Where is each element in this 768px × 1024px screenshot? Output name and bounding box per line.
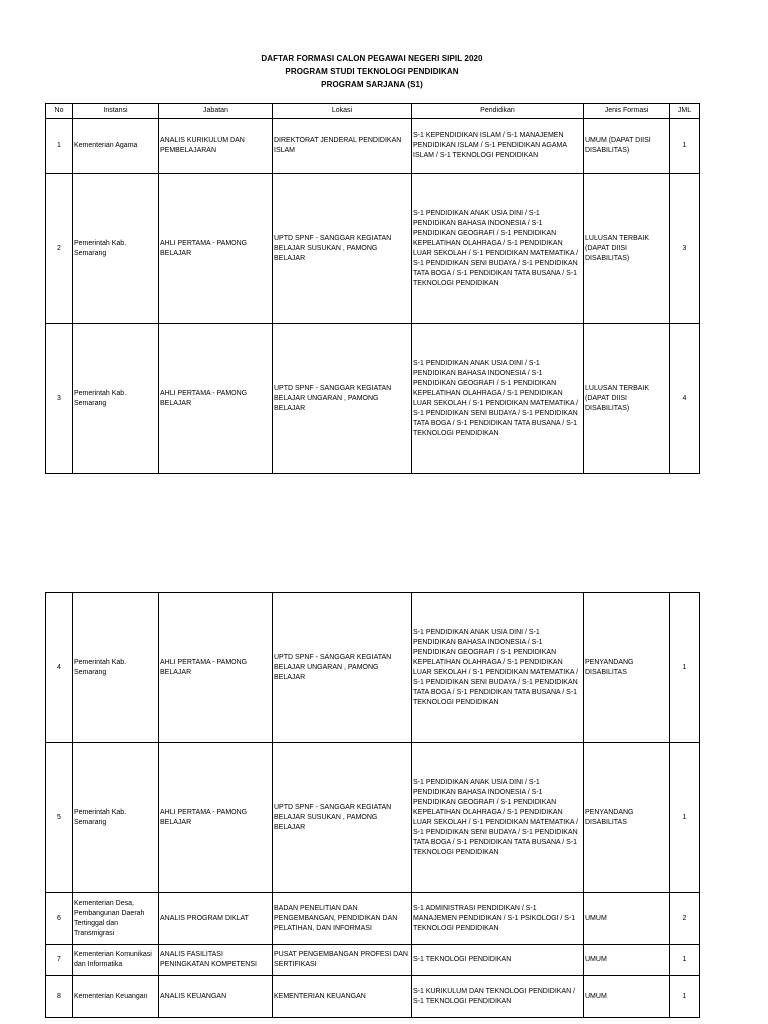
- column-header-jenis-formasi: Jenis Formasi: [584, 104, 670, 119]
- cell-instansi: Pemerintah Kab. Semarang: [73, 593, 159, 743]
- cell-pendidikan: S-1 KEPENDIDIKAN ISLAM / S-1 MANAJEMEN PENDIDIKAN ISLAM / S-1 PENDIDIKAN AGAMA ISLAM / S-1 TEKNOLOGI PENDIDIKAN: [412, 119, 584, 174]
- column-header-lokasi: Lokasi: [273, 104, 412, 119]
- cell-jabatan: AHLI PERTAMA - PAMONG BELAJAR: [159, 174, 273, 324]
- cell-jabatan: ANALIS FASILITASI PENINGKATAN KOMPETENSI: [159, 945, 273, 976]
- cell-jml: 1: [670, 743, 700, 893]
- cell-jenis-formasi: PENYANDANG DISABILITAS: [584, 593, 670, 743]
- cell-jenis-formasi: LULUSAN TERBAIK (DAPAT DIISI DISABILITAS): [584, 324, 670, 474]
- column-header-pendidikan: Pendidikan: [412, 104, 584, 119]
- cell-jml: 4: [670, 324, 700, 474]
- cell-jml: 1: [670, 945, 700, 976]
- cell-jenis-formasi: UMUM: [584, 893, 670, 945]
- formasi-table-page-1: [45, 103, 700, 474]
- cell-instansi: Pemerintah Kab. Semarang: [73, 174, 159, 324]
- column-header-jabatan: Jabatan: [159, 104, 273, 119]
- table-row: [46, 743, 700, 893]
- title-line-2: PROGRAM STUDI TEKNOLOGI PENDIDIKAN: [285, 67, 459, 76]
- cell-no: 1: [46, 119, 73, 174]
- cell-jabatan: AHLI PERTAMA - PAMONG BELAJAR: [159, 593, 273, 743]
- cell-no: 7: [46, 945, 73, 976]
- cell-no: 6: [46, 893, 73, 945]
- cell-instansi: Kementerian Agama: [73, 119, 159, 174]
- table-row: [46, 324, 700, 474]
- cell-instansi: Pemerintah Kab. Semarang: [73, 324, 159, 474]
- cell-lokasi: DIREKTORAT JENDERAL PENDIDIKAN ISLAM: [273, 119, 412, 174]
- cell-lokasi: UPTD SPNF - SANGGAR KEGIATAN BELAJAR UNGARAN , PAMONG BELAJAR: [273, 593, 412, 743]
- cell-instansi: Kementerian Komunikasi dan Informatika: [73, 945, 159, 976]
- cell-lokasi: BADAN PENELITIAN DAN PENGEMBANGAN, PENDIDIKAN DAN PELATIHAN, DAN INFORMASI: [273, 893, 412, 945]
- cell-jml: 1: [670, 976, 700, 1018]
- document-title: [0, 52, 744, 91]
- table-row: [46, 976, 700, 1018]
- title-line-1: DAFTAR FORMASI CALON PEGAWAI NEGERI SIPIL 2020: [261, 54, 483, 63]
- cell-pendidikan: S-1 PENDIDIKAN ANAK USIA DINI / S-1 PENDIDIKAN BAHASA INDONESIA / S-1 PENDIDIKAN GEOGRAFI / S-1 PENDIDIKAN KEPELATIHAN OLAHRAGA / S-1 PENDIDIKAN LUAR SEKOLAH / S-1 PENDIDIKAN MATEMATIKA / S-1 PENDIDIKAN SENI BUDAYA / S-1 PENDIDIKAN TATA BOGA / S-1 PENDIDIKAN TATA BUSANA / S-1 TEKNOLOGI PENDIDIKAN: [412, 593, 584, 743]
- cell-jenis-formasi: LULUSAN TERBAIK (DAPAT DIISI DISABILITAS): [584, 174, 670, 324]
- cell-jabatan: ANALIS KURIKULUM DAN PEMBELAJARAN: [159, 119, 273, 174]
- cell-lokasi: UPTD SPNF - SANGGAR KEGIATAN BELAJAR SUSUKAN , PAMONG BELAJAR: [273, 174, 412, 324]
- cell-jenis-formasi: UMUM: [584, 945, 670, 976]
- cell-no: 5: [46, 743, 73, 893]
- cell-pendidikan: S-1 PENDIDIKAN ANAK USIA DINI / S-1 PENDIDIKAN BAHASA INDONESIA / S-1 PENDIDIKAN GEOGRAFI / S-1 PENDIDIKAN KEPELATIHAN OLAHRAGA / S-1 PENDIDIKAN LUAR SEKOLAH / S-1 PENDIDIKAN MATEMATIKA / S-1 PENDIDIKAN SENI BUDAYA / S-1 PENDIDIKAN TATA BOGA / S-1 PENDIDIKAN TATA BUSANA / S-1 TEKNOLOGI PENDIDIKAN: [412, 174, 584, 324]
- cell-pendidikan: S-1 TEKNOLOGI PENDIDIKAN: [412, 945, 584, 976]
- column-header-jml: JML: [670, 104, 700, 119]
- cell-jenis-formasi: UMUM (DAPAT DIISI DISABILITAS): [584, 119, 670, 174]
- cell-pendidikan: S-1 KURIKULUM DAN TEKNOLOGI PENDIDIKAN / S-1 TEKNOLOGI PENDIDIKAN: [412, 976, 584, 1018]
- cell-lokasi: KEMENTERIAN KEUANGAN: [273, 976, 412, 1018]
- table-row: [46, 174, 700, 324]
- cell-no: 2: [46, 174, 73, 324]
- cell-jml: 3: [670, 174, 700, 324]
- table-row: [46, 945, 700, 976]
- cell-pendidikan: S-1 ADMINISTRASI PENDIDIKAN / S-1 MANAJEMEN PENDIDIKAN / S-1 PSIKOLOGI / S-1 TEKNOLOGI PENDIDIKAN: [412, 893, 584, 945]
- cell-instansi: Pemerintah Kab. Semarang: [73, 743, 159, 893]
- cell-jabatan: ANALIS KEUANGAN: [159, 976, 273, 1018]
- cell-jenis-formasi: PENYANDANG DISABILITAS: [584, 743, 670, 893]
- table-row: [46, 593, 700, 743]
- cell-lokasi: PUSAT PENGEMBANGAN PROFESI DAN SERTIFIKASI: [273, 945, 412, 976]
- cell-jabatan: AHLI PERTAMA - PAMONG BELAJAR: [159, 743, 273, 893]
- cell-no: 4: [46, 593, 73, 743]
- cell-lokasi: UPTD SPNF - SANGGAR KEGIATAN BELAJAR SUSUKAN , PAMONG BELAJAR: [273, 743, 412, 893]
- cell-jml: 2: [670, 893, 700, 945]
- cell-jml: 1: [670, 119, 700, 174]
- cell-no: 3: [46, 324, 73, 474]
- table-header-row: [46, 104, 700, 119]
- cell-lokasi: UPTD SPNF - SANGGAR KEGIATAN BELAJAR UNGARAN , PAMONG BELAJAR: [273, 324, 412, 474]
- column-header-no: No: [46, 104, 73, 119]
- cell-instansi: Kementerian Keuangan: [73, 976, 159, 1018]
- title-line-3: PROGRAM SARJANA (S1): [321, 80, 423, 89]
- cell-instansi: Kementerian Desa, Pembangunan Daerah Tertinggal dan Transmigrasi: [73, 893, 159, 945]
- cell-pendidikan: S-1 PENDIDIKAN ANAK USIA DINI / S-1 PENDIDIKAN BAHASA INDONESIA / S-1 PENDIDIKAN GEOGRAFI / S-1 PENDIDIKAN KEPELATIHAN OLAHRAGA / S-1 PENDIDIKAN LUAR SEKOLAH / S-1 PENDIDIKAN MATEMATIKA / S-1 PENDIDIKAN SENI BUDAYA / S-1 PENDIDIKAN TATA BOGA / S-1 PENDIDIKAN TATA BUSANA / S-1 TEKNOLOGI PENDIDIKAN: [412, 743, 584, 893]
- cell-jml: 1: [670, 593, 700, 743]
- cell-jabatan: AHLI PERTAMA - PAMONG BELAJAR: [159, 324, 273, 474]
- column-header-instansi: Instansi: [73, 104, 159, 119]
- table-row: [46, 119, 700, 174]
- cell-jabatan: ANALIS PROGRAM DIKLAT: [159, 893, 273, 945]
- cell-pendidikan: S-1 PENDIDIKAN ANAK USIA DINI / S-1 PENDIDIKAN BAHASA INDONESIA / S-1 PENDIDIKAN GEOGRAFI / S-1 PENDIDIKAN KEPELATIHAN OLAHRAGA / S-1 PENDIDIKAN LUAR SEKOLAH / S-1 PENDIDIKAN MATEMATIKA / S-1 PENDIDIKAN SENI BUDAYA / S-1 PENDIDIKAN TATA BOGA / S-1 PENDIDIKAN TATA BUSANA / S-1 TEKNOLOGI PENDIDIKAN: [412, 324, 584, 474]
- table-row: [46, 893, 700, 945]
- cell-jenis-formasi: UMUM: [584, 976, 670, 1018]
- cell-no: 8: [46, 976, 73, 1018]
- formasi-table-page-2: [45, 592, 700, 1018]
